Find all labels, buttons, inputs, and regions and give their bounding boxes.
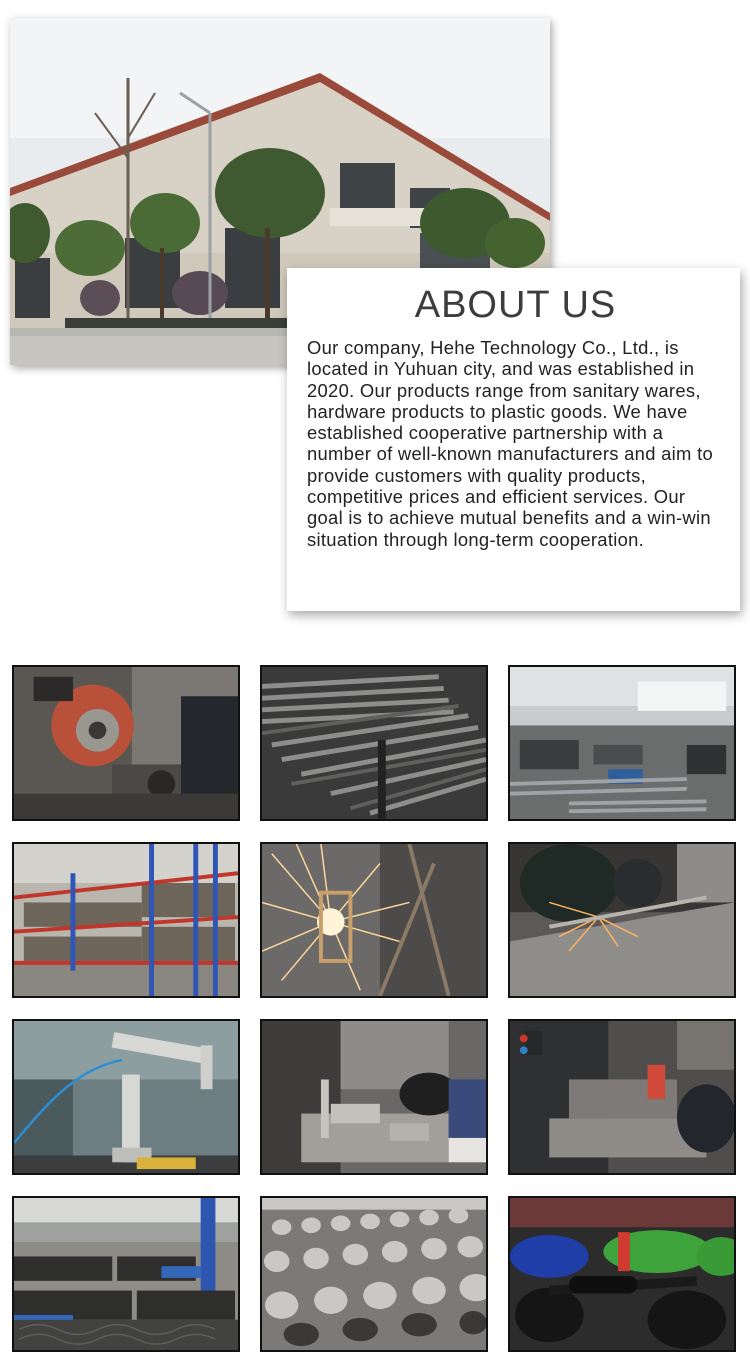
photo-press-machine (508, 1019, 736, 1175)
about-us-card (287, 268, 740, 611)
photo-press-mold (260, 1019, 488, 1175)
photo-grinding-sparks (508, 842, 736, 998)
factory-photo-grid (12, 665, 738, 1355)
photo-parts-bins (12, 1196, 240, 1352)
photo-welding-robot (12, 1019, 240, 1175)
photo-finished-atvs (508, 1196, 736, 1352)
photo-cutting-machine (12, 665, 240, 821)
photo-engine-rows (260, 1196, 488, 1352)
photo-welding-sparks (260, 842, 488, 998)
about-us-description: Our company, Hehe Technology Co., Ltd., is located in Yuhuan city, and was established in 2020. Our products range from sanitary wares, hardware products to plastic goods. We have established cooperative partnership with a number of well-known manufacturers and aim to provide customers with quality products, competitive prices and efficient services. Our goal is to achieve mutual benefits and a win-win situation through long-term cooperation. (307, 337, 714, 550)
photo-factory-floor (508, 665, 736, 821)
about-us-heading: ABOUT US (414, 284, 617, 326)
photo-steel-tubes (260, 665, 488, 821)
photo-warehouse-racks (12, 842, 240, 998)
